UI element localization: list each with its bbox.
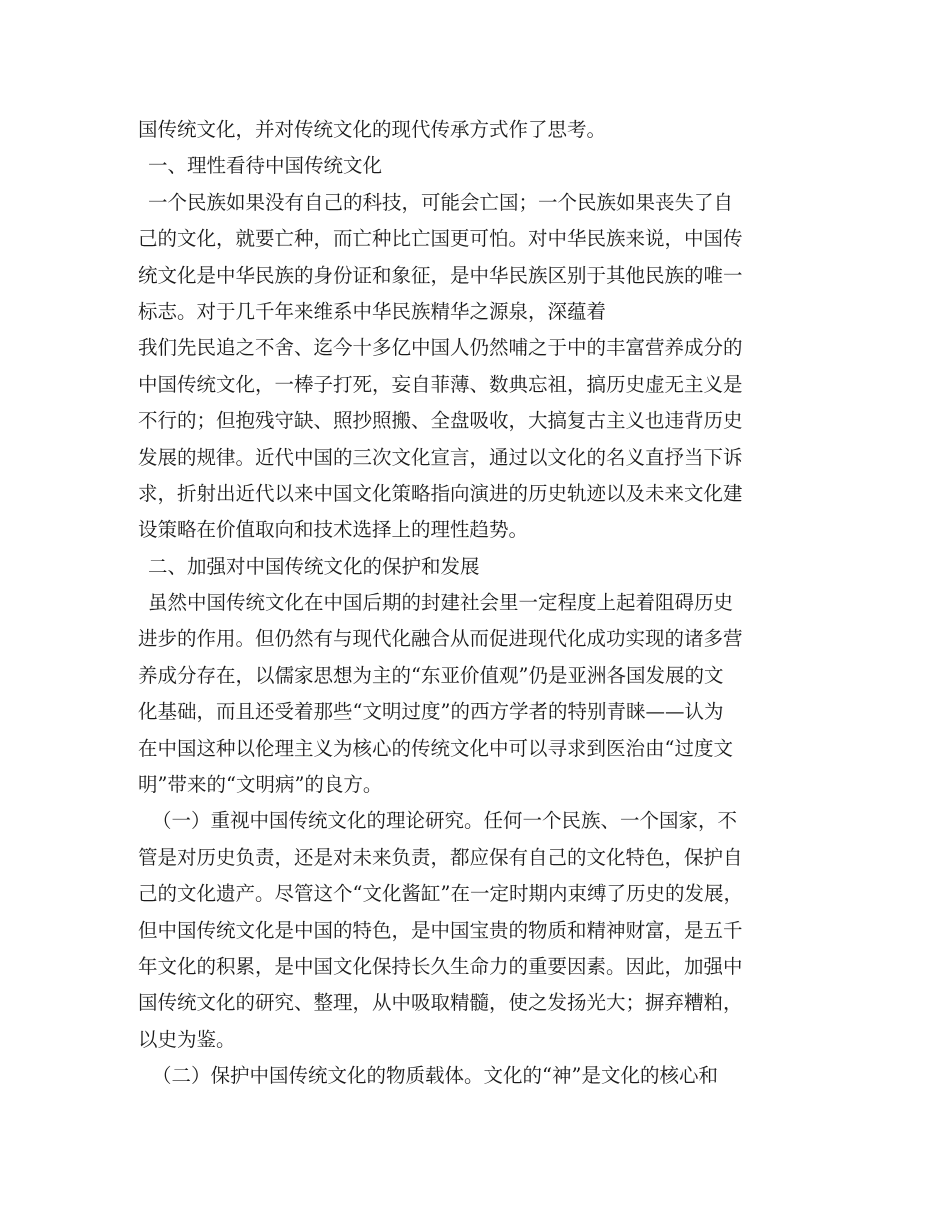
- text-line: 管是对历史负责，还是对未来负责，都应保有自己的文化特色，保护自: [138, 845, 743, 869]
- text-line: 发展的规律。近代中国的三次文化宣言，通过以文化的名义直抒当下诉: [138, 445, 743, 469]
- text-line: 我们先民追之不舍、迄今十多亿中国人仍然哺之于中的丰富营养成分的: [138, 336, 743, 360]
- section-heading: 二、加强对中国传统文化的保护和发展: [148, 554, 480, 578]
- text-line: 虽然中国传统文化在中国后期的封建社会里一定程度上起着阻碍历史: [148, 591, 734, 615]
- text-line: （一）重视中国传统文化的理论研究。任何一个民族、一个国家，不: [152, 809, 738, 833]
- text-line: 进步的作用。但仍然有与现代化融合从而促进现代化成功实现的诸多营: [138, 627, 743, 651]
- document-body: [138, 112, 818, 1095]
- text-line: （二）保护中国传统文化的物质载体。文化的“神”是文化的核心和: [152, 1064, 718, 1088]
- text-line: 国传统文化的研究、整理，从中吸取精髓，使之发扬光大；摒弃糟粕，: [138, 991, 743, 1015]
- text-line: 中国传统文化，一棒子打死，妄自菲薄、数典忘祖，搞历史虚无主义是: [138, 372, 743, 396]
- section-heading: 一、理性看待中国传统文化: [148, 154, 383, 178]
- text-line: 化基础，而且还受着那些“文明过度”的西方学者的特别青睐——认为: [138, 700, 724, 724]
- text-line: 设策略在价值取向和技术选择上的理性趋势。: [138, 518, 529, 542]
- text-line: 己的文化，就要亡种，而亡种比亡国更可怕。对中华民族来说，中国传: [138, 227, 743, 251]
- text-line: 标志。对于几千年来维系中华民族精华之源泉，深蕴着: [138, 299, 607, 323]
- text-line: 以史为鉴。: [138, 1027, 236, 1051]
- text-line: 己的文化遗产。尽管这个“文化酱缸”在一定时期内束缚了历史的发展，: [138, 882, 743, 906]
- text-line: 求，折射出近代以来中国文化策略指向演进的历史轨迹以及未来文化建: [138, 481, 743, 505]
- text-line: 一个民族如果没有自己的科技，可能会亡国；一个民族如果丧失了自: [148, 190, 734, 214]
- text-line: 不行的；但抱残守缺、照抄照搬、全盘吸收，大搞复古主义也违背历史: [138, 409, 743, 433]
- text-line: 在中国这种以伦理主义为核心的传统文化中可以寻求到医治由“过度文: [138, 736, 733, 760]
- text-line: 年文化的积累，是中国文化保持长久生命力的重要因素。因此，加强中: [138, 954, 743, 978]
- text-line: 统文化是中华民族的身份证和象征，是中华民族区别于其他民族的唯一: [138, 263, 743, 287]
- text-line: 养成分存在，以儒家思想为主的“东亚价值观”仍是亚洲各国发展的文: [138, 663, 724, 687]
- text-line: 明”带来的“文明病”的良方。: [138, 773, 383, 797]
- text-line: 但中国传统文化是中国的特色，是中国宝贵的物质和精神财富，是五千: [138, 918, 743, 942]
- text-line: 国传统文化，并对传统文化的现代传承方式作了思考。: [138, 118, 607, 141]
